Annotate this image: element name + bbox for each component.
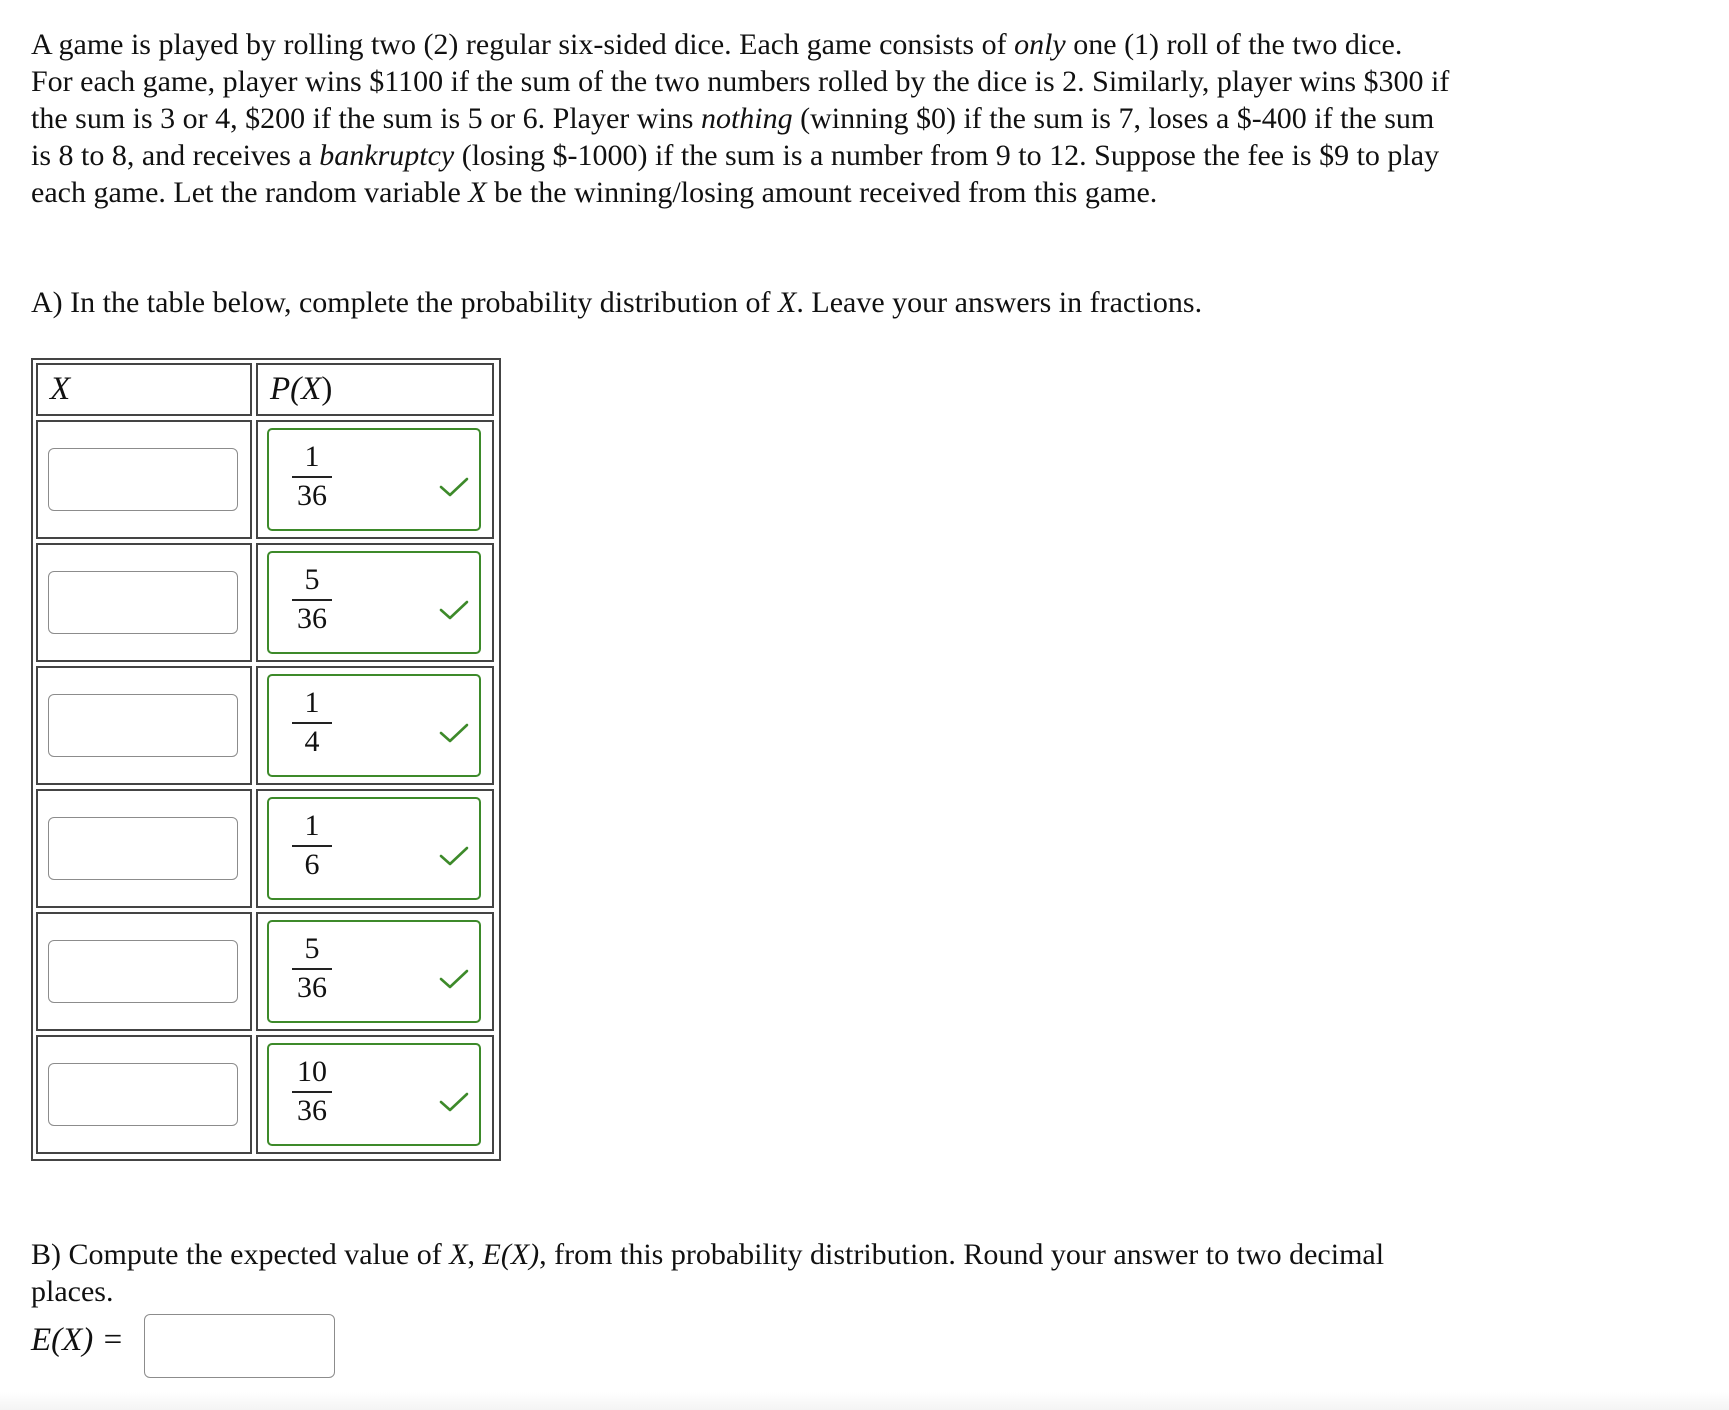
problem-text-1: A game is played by rolling two (2) regular six-sided dice. Each game consists of: [31, 28, 1015, 61]
math-var-x: X: [778, 286, 797, 319]
fraction-denominator: 36: [297, 1093, 327, 1127]
header-p-suffix: ): [321, 371, 333, 407]
table-row: [36, 666, 496, 785]
table-row: [36, 789, 496, 908]
probability-answer-box[interactable]: [267, 674, 481, 777]
fraction-numerator: 5: [304, 563, 320, 596]
fraction-numerator: 5: [304, 932, 320, 965]
fraction-bar: [292, 722, 332, 724]
x-cell: [36, 1035, 252, 1154]
probability-answer-box[interactable]: [267, 1043, 481, 1146]
fraction-numerator: 10: [297, 1055, 327, 1088]
fraction-numerator: 1: [304, 686, 320, 719]
px-cell: [256, 1035, 494, 1154]
part-a-text-2: . Leave your answers in fractions.: [796, 286, 1203, 319]
header-p-prefix: P(: [270, 371, 302, 407]
px-cell: [256, 912, 494, 1031]
math-var-x: X: [468, 176, 487, 209]
math-expected-value: E(X): [482, 1238, 540, 1271]
fraction-bar: [292, 476, 332, 478]
x-value-input[interactable]: [48, 817, 238, 880]
fraction: [291, 1055, 333, 1128]
checkmark-icon: [439, 599, 469, 621]
checkmark-icon: [439, 845, 469, 867]
fraction-numerator: 1: [304, 440, 320, 473]
x-value-input[interactable]: [48, 940, 238, 1003]
fraction: [291, 686, 333, 759]
table-row: [36, 912, 496, 1031]
header-px-label: [270, 371, 332, 408]
problem-text-4: (losing $-1000) if the sum is a number from 9 to 12. Suppose the fee is $9 to play each game. Let the random variable: [31, 139, 1440, 209]
problem-text-5: be the winning/losing amount received from this game.: [486, 176, 1158, 209]
x-cell: [36, 789, 252, 908]
x-cell: [36, 666, 252, 785]
problem-emphasis-bankruptcy: bankruptcy: [319, 139, 455, 172]
part-b-comma: ,: [467, 1238, 483, 1271]
fraction-denominator: 6: [304, 847, 320, 881]
checkmark-icon: [439, 968, 469, 990]
x-cell: [36, 912, 252, 1031]
part-b-text-2: , from this probability distribution. Round your answer to two decimal places.: [31, 1238, 1385, 1308]
fraction: [291, 563, 333, 636]
table-row: [36, 1035, 496, 1154]
header-x-label: X: [50, 371, 71, 407]
part-a-text-1: A) In the table below, complete the probability distribution of: [31, 286, 779, 319]
fraction-denominator: 4: [304, 724, 320, 758]
math-var-x: X: [449, 1238, 468, 1271]
fraction-bar: [292, 1091, 332, 1093]
header-p-var: X: [301, 371, 322, 407]
checkmark-icon: [439, 1091, 469, 1113]
x-value-input[interactable]: [48, 694, 238, 757]
fraction-denominator: 36: [297, 601, 327, 635]
px-cell: [256, 789, 494, 908]
fraction-denominator: 36: [297, 970, 327, 1004]
fraction-bar: [292, 599, 332, 601]
header-cell-px: [256, 363, 494, 416]
probability-distribution-table: [31, 358, 501, 1161]
header-cell-x: [36, 363, 252, 416]
fraction-denominator: 36: [297, 478, 327, 512]
problem-emphasis-nothing: nothing: [700, 102, 793, 135]
fraction: [291, 932, 333, 1005]
part-b-text-1: B) Compute the expected value of: [31, 1238, 450, 1271]
x-value-input[interactable]: [48, 571, 238, 634]
part-b-instruction: [31, 1236, 1451, 1310]
problem-statement: [31, 26, 1451, 211]
table-row: [36, 420, 496, 539]
x-value-input[interactable]: [48, 1063, 238, 1126]
table-header-row: [36, 363, 496, 416]
checkmark-icon: [439, 722, 469, 744]
problem-emphasis-only: only: [1014, 28, 1066, 61]
probability-answer-box[interactable]: [267, 920, 481, 1023]
fraction-numerator: 1: [304, 809, 320, 842]
probability-answer-box[interactable]: [267, 428, 481, 531]
table-row: [36, 543, 496, 662]
part-a-instruction: [31, 284, 1202, 321]
expected-value-label: E(X) =: [31, 1322, 124, 1358]
x-cell: [36, 420, 252, 539]
fraction-bar: [292, 845, 332, 847]
fraction-bar: [292, 968, 332, 970]
probability-answer-box[interactable]: [267, 551, 481, 654]
px-cell: [256, 420, 494, 539]
fraction: [291, 809, 333, 882]
px-cell: [256, 543, 494, 662]
x-cell: [36, 543, 252, 662]
probability-answer-box[interactable]: [267, 797, 481, 900]
px-cell: [256, 666, 494, 785]
problem-text-2: one (1) roll of the two dice. For each game, player wins $1100 if the sum of the two numbers rolled by the dice is 2. Similarly, player wins $300 if the sum is 3 or 4, $200 if the sum is 5 or 6. Player wins: [31, 28, 1450, 135]
x-value-input[interactable]: [48, 448, 238, 511]
expected-value-input[interactable]: [144, 1314, 335, 1378]
page-bottom-edge: [0, 1392, 1729, 1410]
checkmark-icon: [439, 476, 469, 498]
fraction: [291, 440, 333, 513]
problem-text-3: (winning $0) if the sum is 7, loses a $-400 if the sum is 8 to 8, and receives a: [31, 102, 1435, 172]
